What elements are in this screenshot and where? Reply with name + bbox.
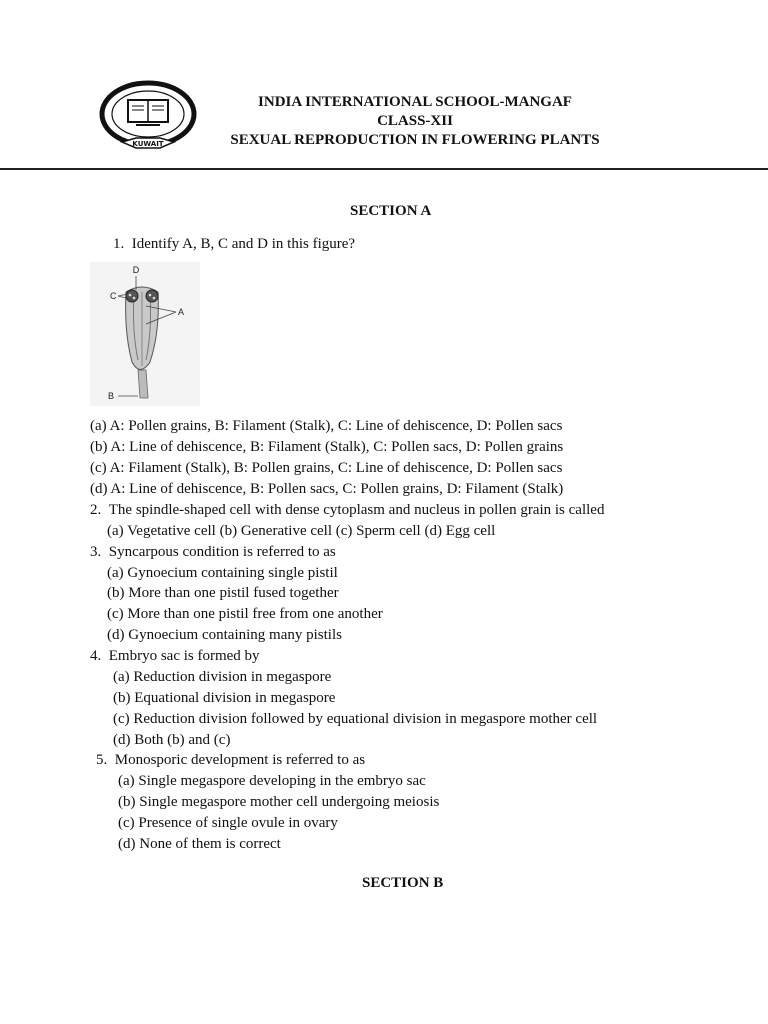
anther-figure (90, 262, 200, 406)
section-b-heading: SECTION B (362, 875, 444, 891)
figure-label-d: D (132, 265, 140, 275)
q1-option-c: (c) A: Filament (Stalk), B: Pollen grains, C: Line of dehiscence, D: Pollen sacs (90, 460, 563, 476)
q5-option-d: (d) None of them is correct (118, 836, 281, 852)
q2-options: (a) Vegetative cell (b) Generative cell (c) Sperm cell (d) Egg cell (107, 523, 496, 539)
class-label: CLASS-XII (377, 113, 453, 129)
q3-option-d: (d) Gynoecium containing many pistils (107, 627, 342, 643)
subject-title: SEXUAL REPRODUCTION IN FLOWERING PLANTS (230, 132, 600, 148)
q1-option-a: (a) A: Pollen grains, B: Filament (Stalk), C: Line of dehiscence, D: Pollen sacs (90, 418, 563, 434)
q5-stem: 5. Monosporic development is referred to as (96, 752, 366, 768)
q3-option-a: (a) Gynoecium containing single pistil (107, 565, 338, 581)
q4-option-a: (a) Reduction division in megaspore (113, 669, 332, 685)
q4-option-b: (b) Equational division in megaspore (113, 690, 336, 706)
header-divider (0, 168, 768, 170)
school-name: INDIA INTERNATIONAL SCHOOL-MANGAF (258, 94, 572, 110)
section-a-heading: SECTION A (350, 203, 432, 219)
q5-option-c: (c) Presence of single ovule in ovary (118, 815, 338, 831)
q4-option-c: (c) Reduction division followed by equational division in megaspore mother cell (113, 711, 598, 727)
logo-banner-text: KUWAIT (132, 140, 164, 148)
figure-label-c: C (110, 291, 117, 301)
q4-option-d: (d) Both (b) and (c) (113, 732, 231, 748)
q1-stem: 1. Identify A, B, C and D in this figure? (113, 236, 356, 252)
school-logo (96, 80, 200, 156)
q3-stem: 3. Syncarpous condition is referred to as (90, 544, 336, 560)
q2-stem: 2. The spindle-shaped cell with dense cytoplasm and nucleus in pollen grain is called (90, 502, 605, 518)
q3-option-c: (c) More than one pistil free from one another (107, 606, 383, 622)
figure-label-b: B (108, 391, 115, 401)
q1-option-d: (d) A: Line of dehiscence, B: Pollen sacs, C: Pollen grains, D: Filament (Stalk) (90, 481, 564, 497)
q5-option-a: (a) Single megaspore developing in the embryo sac (118, 773, 426, 789)
q1-option-b: (b) A: Line of dehiscence, B: Filament (Stalk), C: Pollen sacs, D: Pollen grains (90, 439, 564, 455)
q4-stem: 4. Embryo sac is formed by (90, 648, 260, 664)
figure-label-a: A (178, 307, 185, 317)
q3-option-b: (b) More than one pistil fused together (107, 585, 339, 601)
q5-option-b: (b) Single megaspore mother cell undergoing meiosis (118, 794, 440, 810)
